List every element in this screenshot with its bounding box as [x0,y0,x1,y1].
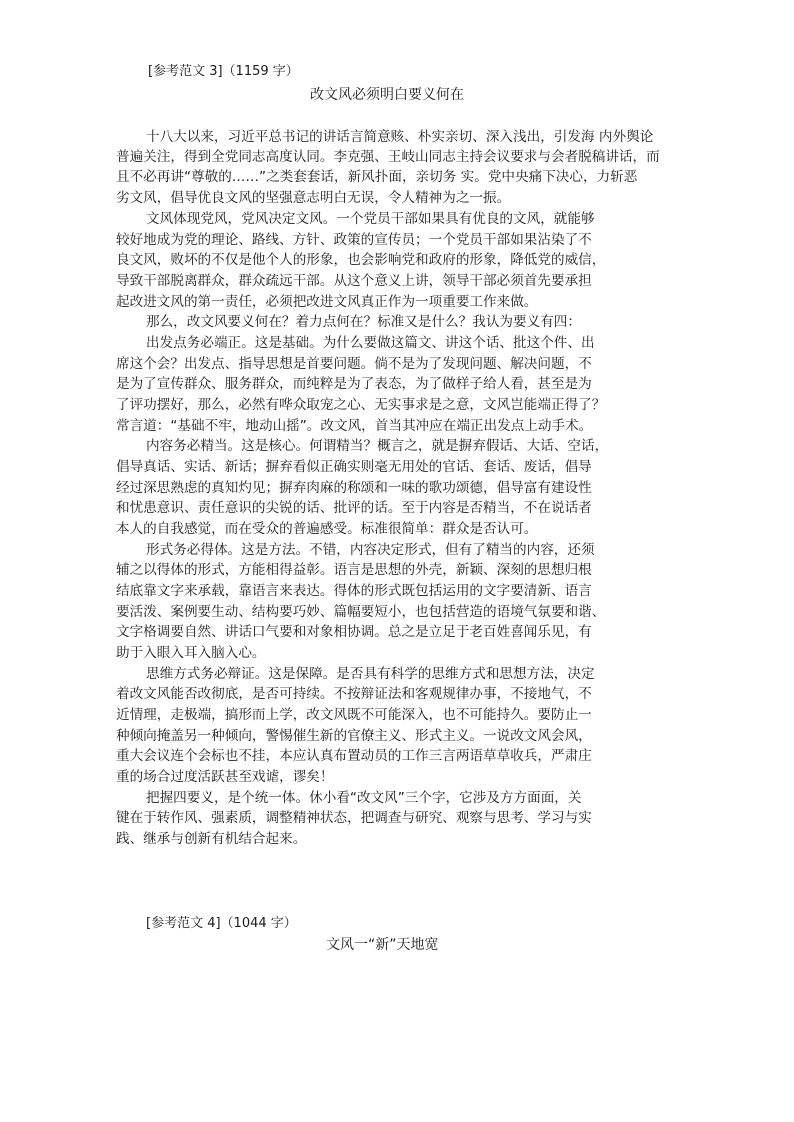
body-line: 经过深思熟虑的真知灼见；摒弃肉麻的称颂和一味的歌功颂德，倡导富有建设性 [116,480,592,496]
body-line: 近情理，走极端，搞形而上学，改文风既不可能深入，也不可能持久。要防止一 [116,707,592,723]
body-line: 要活泼、案例要生动、结构要巧妙、篇幅要短小，也包括营造的语境气氛要和谐、 [116,604,606,620]
reference-label: [参考范文 4]（1044 字） [146,916,297,931]
body-line: 形式务必得体。这是方法。不错，内容决定形式，但有了精当的内容，还须 [146,542,595,558]
body-line: 结底靠文字来承载，靠语言来表达。得体的形式既包括运用的文字要清新、语言 [116,583,592,599]
body-line: 十八大以来，习近平总书记的讲话言简意赅、朴实亲切、深入浅出，引发海 内外舆论 [146,129,654,145]
body-line: 且不必再讲“尊敬的……”之类套套话，新风扑面，亲切务 实。党中央痛下决心，力斩恶 [116,169,638,185]
body-line: 普遍关注，得到全党同志高度认同。李克强、王岐山同志主持会议要求与会者脱稿讲话，而 [116,149,660,165]
body-line: 出发点务必端正。这是基础。为什么要做这篇文、讲这个话、批这个件、出 [146,335,595,351]
body-line: 常言道：“基础不牢，地动山摇”。改文风，首当其冲应在端正出发点上动手术。 [116,418,593,434]
body-line: 文字格调要自然、讲话口气要和对象相协调。总之是立足于老百姓喜闻乐见，有 [116,624,592,640]
body-line: 重的场合过度活跃甚至戏谑，谬矣！ [116,769,334,785]
body-line: 席这个会？出发点、指导思想是首要问题。倘不是为了发现问题、解决问题，不 [116,356,592,372]
body-line: 思维方式务必辩证。这是保障。是否具有科学的思维方式和思想方法，决定 [146,666,595,682]
body-line: 内容务必精当。这是核心。何谓精当？概言之，就是摒弃假话、大话、空话， [146,438,609,454]
body-line: 了评功摆好，那么，必然有哗众取宠之心、无实事求是之意，文风岂能端正得了？ [116,397,606,413]
body-line: 较好地成为党的理论、路线、方针、政策的宣传员；一个党员干部如果沾染了不 [116,232,592,248]
body-line: 本人的自我感觉，而在受众的普遍感受。标准很简单：群众是否认可。 [116,521,538,537]
essay-title: 文风一“新”天地宽 [326,937,439,953]
body-line: 着改文风能否改彻底，是否可持续。不按辩证法和客观规律办事，不接地气，不 [116,686,592,702]
body-line: 起改进文风的第一责任，必须把改进文风真正作为一项重要工作来做。 [116,294,538,310]
body-line: 践、继承与创新有机结合起来。 [116,831,307,847]
body-line: 导致干部脱离群众，群众疏远干部。从这个意义上讲，领导干部必须首先要承担 [116,273,592,289]
body-line: 劣文风，倡导优良文风的坚强意志明白无误，令人精神为之一振。 [116,190,511,206]
body-line: 助于入眼入耳入脑入心。 [116,645,266,661]
reference-label: [参考范文 3]（1159 字） [148,64,299,79]
body-line: 键在于转作风、强素质，调整精神状态，把调查与研究、观察与思考、学习与实 [116,810,592,826]
body-line: 种倾向掩盖另一种倾向，警惕催生新的官僚主义、形式主义。一说改文风会风， [116,728,592,744]
body-line: 那么，改文风要义何在？着力点何在？标准又是什么？我认为要义有四： [146,314,581,330]
essay-title: 改文风必须明白要义何在 [310,87,464,103]
body-line: 是为了宣传群众、服务群众，而纯粹是为了表态，为了做样子给人看，甚至是为 [116,376,592,392]
body-line: 把握四要义，是个统一体。休小看“改文风”三个字，它涉及方方面面，关 [146,790,582,806]
body-line: 文风体现党风，党风决定文风。一个党员干部如果具有优良的文风，就能够 [146,211,595,227]
body-line: 良文风，败坏的不仅是他个人的形象，也会影响党和政府的形象，降低党的威信， [116,252,606,268]
body-line: 重大会议连个会标也不挂，本应认真布置动员的工作三言两语草草收兵，严肃庄 [116,748,592,764]
body-line: 和忧患意识、责任意识的尖锐的话、批评的话。至于内容是否精当，不在说话者 [116,500,592,516]
body-line: 辅之以得体的形式，方能相得益彰。语言是思想的外壳，新颖、深刻的思想归根 [116,562,592,578]
body-line: 倡导真话、实话、新话；摒弃看似正确实则毫无用处的官话、套话、废话，倡导 [116,459,592,475]
